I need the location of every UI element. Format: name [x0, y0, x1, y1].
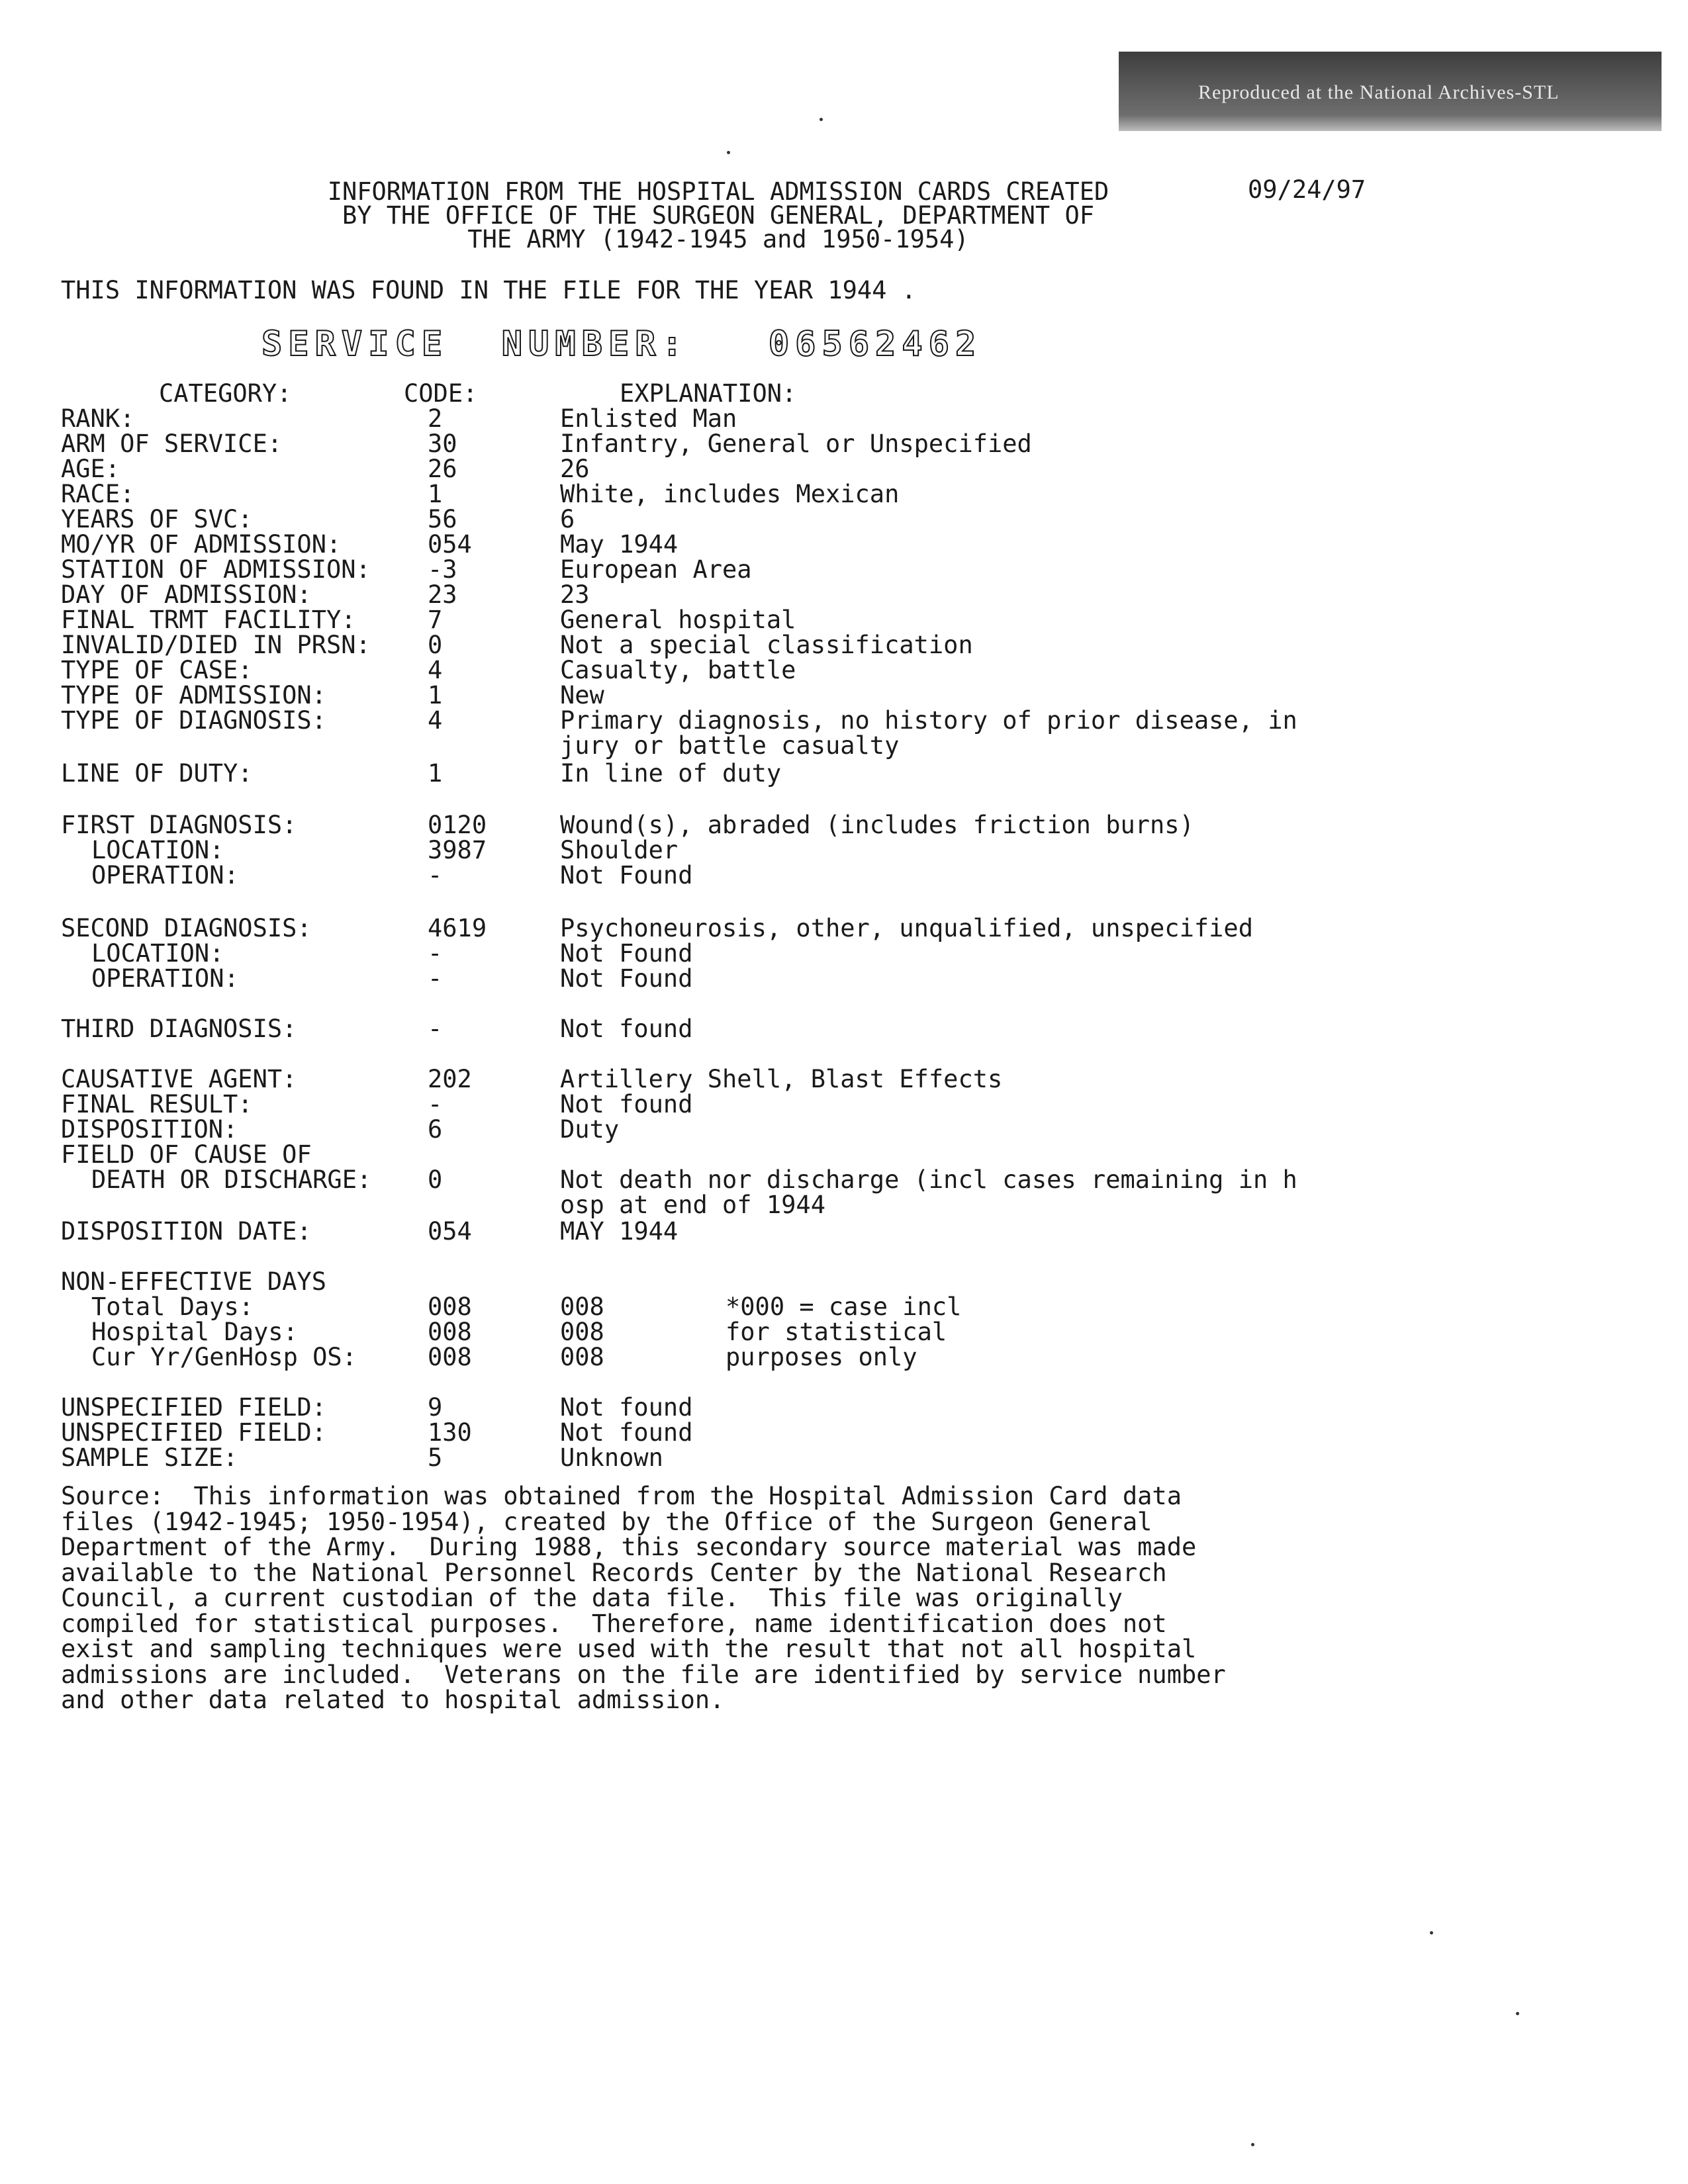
- row-code: 6: [428, 1115, 443, 1144]
- row-category: SECOND DIAGNOSIS:: [61, 914, 312, 942]
- row-explanation: Primary diagnosis, no history of prior disease, in: [560, 706, 1297, 735]
- table-row: [0, 708, 1688, 733]
- row-category: ARM OF SERVICE:: [61, 430, 283, 458]
- row-category: FIRST DIAGNOSIS:: [61, 811, 297, 839]
- archives-stamp: [1119, 52, 1662, 131]
- row-code: 008: [428, 1318, 472, 1346]
- row-category: LOCATION:: [91, 836, 224, 864]
- row-code: 202: [428, 1065, 472, 1093]
- row-code: 1: [428, 480, 443, 508]
- explanation-header: EXPLANATION:: [620, 379, 797, 408]
- row-category: UNSPECIFIED FIELD:: [61, 1418, 326, 1447]
- row-code: -: [428, 964, 443, 993]
- table-row: [0, 761, 1688, 786]
- table-row: [0, 532, 1688, 557]
- row-explanation: Wound(s), abraded (includes friction burns): [560, 811, 1194, 839]
- table-row: [0, 941, 1688, 966]
- row-code: 054: [428, 1217, 472, 1246]
- scan-speck: [1516, 2012, 1519, 2015]
- row-code: 0: [428, 631, 443, 659]
- table-row: [0, 1092, 1688, 1117]
- row-explanation: 23: [560, 580, 590, 609]
- table-row: [0, 457, 1688, 482]
- table-row-continuation: [0, 733, 1688, 758]
- row-code: 008: [428, 1343, 472, 1371]
- table-row-continuation: [0, 1193, 1688, 1218]
- row-explanation: 008: [560, 1318, 604, 1346]
- table-row: [0, 1117, 1688, 1142]
- row-explanation: Casualty, battle: [560, 656, 796, 684]
- row-category: THIRD DIAGNOSIS:: [61, 1015, 297, 1043]
- row-explanation: Shoulder: [560, 836, 679, 864]
- table-row: [0, 1445, 1688, 1471]
- row-code: 23: [428, 580, 457, 609]
- row-category: OPERATION:: [91, 861, 239, 889]
- row-note: *000 = case incl: [726, 1293, 962, 1321]
- row-category: UNSPECIFIED FIELD:: [61, 1393, 326, 1422]
- row-explanation: osp at end of 1944: [560, 1191, 825, 1219]
- row-explanation: New: [560, 681, 604, 709]
- row-category: CAUSATIVE AGENT:: [61, 1065, 297, 1093]
- row-code: -: [428, 1090, 443, 1118]
- row-code: 4: [428, 706, 443, 735]
- row-category: FINAL RESULT:: [61, 1090, 253, 1118]
- row-code: 1: [428, 681, 443, 709]
- table-row: [0, 406, 1688, 432]
- document-heading: INFORMATION FROM THE HOSPITAL ADMISSION CARDS CREATED BY THE OFFICE OF THE SURGEON GENERAL, DEPARTMENT OF THE ARMY (1942-1945 and 1950-1954): [327, 177, 1109, 253]
- row-category: SAMPLE SIZE:: [61, 1443, 238, 1472]
- row-category: FINAL TRMT FACILITY:: [61, 606, 356, 634]
- table-row: [0, 658, 1688, 683]
- row-explanation: Not Found: [560, 964, 693, 993]
- table-row: [0, 1067, 1688, 1092]
- row-explanation: Artillery Shell, Blast Effects: [560, 1065, 1003, 1093]
- archives-stamp-text: Reproduced at the National Archives-STL: [1198, 81, 1560, 103]
- row-category: MO/YR OF ADMISSION:: [61, 530, 342, 559]
- row-note: purposes only: [726, 1343, 917, 1371]
- row-explanation: May 1944: [560, 530, 679, 559]
- row-code: 5: [428, 1443, 443, 1472]
- row-explanation: Enlisted Man: [560, 404, 737, 433]
- table-row: [0, 482, 1688, 507]
- row-code: 3987: [428, 836, 487, 864]
- row-explanation: European Area: [560, 555, 752, 584]
- row-category: FIELD OF CAUSE OF: [61, 1140, 312, 1169]
- table-row: [0, 1320, 1688, 1345]
- row-category: LINE OF DUTY:: [61, 759, 253, 788]
- row-explanation: Not found: [560, 1015, 693, 1043]
- table-row: [0, 863, 1688, 888]
- table-row: [0, 813, 1688, 838]
- row-note: for statistical: [726, 1318, 947, 1346]
- table-row: [0, 916, 1688, 941]
- row-code: 7: [428, 606, 443, 634]
- table-row: [0, 1295, 1688, 1320]
- table-row: [0, 1017, 1688, 1042]
- row-category: DAY OF ADMISSION:: [61, 580, 312, 609]
- table-row: [0, 1219, 1688, 1244]
- table-row: [0, 1142, 1688, 1167]
- row-explanation: Not a special classification: [560, 631, 973, 659]
- row-code: 9: [428, 1393, 443, 1422]
- row-explanation: 008: [560, 1343, 604, 1371]
- row-explanation: 008: [560, 1293, 604, 1321]
- scan-speck: [1251, 2143, 1254, 2146]
- row-code: 56: [428, 505, 457, 533]
- table-row: [0, 966, 1688, 991]
- row-code: -: [428, 1015, 443, 1043]
- row-code: 4: [428, 656, 443, 684]
- row-explanation: Not Found: [560, 861, 693, 889]
- table-row: [0, 1345, 1688, 1370]
- row-code: 008: [428, 1293, 472, 1321]
- row-category: RANK:: [61, 404, 135, 433]
- row-explanation: General hospital: [560, 606, 796, 634]
- row-code: 0: [428, 1165, 443, 1194]
- row-explanation: 6: [560, 505, 575, 533]
- row-explanation: In line of duty: [560, 759, 782, 788]
- row-category: TYPE OF ADMISSION:: [61, 681, 326, 709]
- table-row: [0, 633, 1688, 658]
- row-code: 4619: [428, 914, 487, 942]
- row-explanation: Infantry, General or Unspecified: [560, 430, 1032, 458]
- document-date: 09/24/97: [1248, 175, 1366, 204]
- service-number: SERVICE NUMBER: 06562462: [261, 324, 982, 364]
- source-paragraph: Source: This information was obtained from the Hospital Admission Card data files (1942-1945; 1950-1954), created by the Office of the Surgeon General Department of the Army. During 1988, this secondary source material was made available to the National Personnel Records Center by the National Research Council, a current custodian of the data file. This file was originally compiled for statistical purposes. Therefore, name identification does not exist and sampling techniques were used with the result that not all hospital admissions are included. Veterans on the file are identified by service number and other data related to hospital admission.: [61, 1482, 1226, 1714]
- scan-speck: [1430, 1931, 1433, 1934]
- row-code: -: [428, 861, 443, 889]
- row-explanation: jury or battle casualty: [560, 731, 900, 760]
- row-code: 26: [428, 455, 457, 483]
- row-category: RACE:: [61, 480, 135, 508]
- row-explanation: Unknown: [560, 1443, 663, 1472]
- table-row: [0, 432, 1688, 457]
- table-row: [0, 1167, 1688, 1193]
- row-category: DISPOSITION DATE:: [61, 1217, 312, 1246]
- table-row: [0, 507, 1688, 532]
- row-explanation: MAY 1944: [560, 1217, 679, 1246]
- row-explanation: Not found: [560, 1418, 693, 1447]
- category-header: CATEGORY:: [159, 379, 292, 408]
- column-headers: [0, 381, 1688, 406]
- row-explanation: White, includes Mexican: [560, 480, 900, 508]
- row-category: INVALID/DIED IN PRSN:: [61, 631, 371, 659]
- row-category: NON-EFFECTIVE DAYS: [61, 1267, 326, 1296]
- row-code: 1: [428, 759, 443, 788]
- table-row: [0, 582, 1688, 608]
- table-row: [0, 1420, 1688, 1445]
- row-explanation: Not death nor discharge (incl cases remaining in h: [560, 1165, 1297, 1194]
- row-explanation: Not Found: [560, 939, 693, 968]
- row-category: Total Days:: [91, 1293, 254, 1321]
- row-explanation: Not found: [560, 1393, 693, 1422]
- row-code: 0120: [428, 811, 487, 839]
- row-category: DISPOSITION:: [61, 1115, 238, 1144]
- row-explanation: 26: [560, 455, 590, 483]
- row-explanation: Duty: [560, 1115, 620, 1144]
- row-category: TYPE OF CASE:: [61, 656, 253, 684]
- row-code: -: [428, 939, 443, 968]
- table-row: [0, 1269, 1688, 1295]
- scan-speck: [820, 118, 823, 121]
- row-category: STATION OF ADMISSION:: [61, 555, 371, 584]
- table-row: [0, 1395, 1688, 1420]
- row-code: 054: [428, 530, 472, 559]
- row-category: TYPE OF DIAGNOSIS:: [61, 706, 326, 735]
- file-year-line: THIS INFORMATION WAS FOUND IN THE FILE FOR THE YEAR 1944 .: [61, 276, 917, 304]
- table-row: [0, 608, 1688, 633]
- row-category: Hospital Days:: [91, 1318, 298, 1346]
- row-code: 30: [428, 430, 457, 458]
- row-code: -3: [428, 555, 457, 584]
- row-category: OPERATION:: [91, 964, 239, 993]
- row-explanation: Not found: [560, 1090, 693, 1118]
- row-explanation: Psychoneurosis, other, unqualified, unspecified: [560, 914, 1253, 942]
- table-row: [0, 683, 1688, 708]
- table-row: [0, 557, 1688, 582]
- code-header: CODE:: [404, 379, 478, 408]
- table-row: [0, 838, 1688, 863]
- row-code: 130: [428, 1418, 472, 1447]
- scan-speck: [727, 151, 730, 154]
- row-code: 2: [428, 404, 443, 433]
- row-category: Cur Yr/GenHosp OS:: [91, 1343, 357, 1371]
- row-category: LOCATION:: [91, 939, 224, 968]
- row-category: DEATH OR DISCHARGE:: [91, 1165, 372, 1194]
- row-category: YEARS OF SVC:: [61, 505, 253, 533]
- row-category: AGE:: [61, 455, 120, 483]
